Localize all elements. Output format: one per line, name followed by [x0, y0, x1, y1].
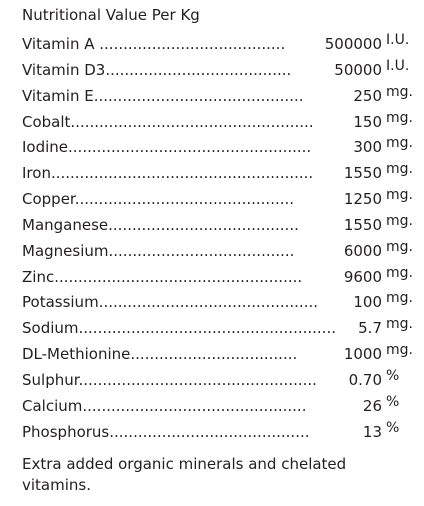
nutrient-unit: mg. — [386, 212, 413, 229]
nutrient-label: Magnesium....................................... — [22, 241, 295, 260]
nutrient-row-cobalt — [22, 109, 422, 135]
nutrient-unit: mg. — [386, 161, 413, 178]
nutrient-list — [22, 31, 422, 445]
nutrient-value: 9600 — [343, 267, 382, 286]
nutrient-row-calcium — [22, 393, 422, 419]
nutrient-unit: % — [386, 367, 400, 384]
footnote: Extra added organic minerals and chelated vitamins. — [22, 455, 347, 494]
nutrient-label: Iodine................................................... — [22, 138, 312, 157]
nutrient-label: Phosphorus.......................................... — [22, 422, 310, 441]
nutrient-row-sodium — [22, 315, 422, 341]
nutrient-unit: mg. — [386, 264, 413, 281]
nutrient-row-dl-methionine — [22, 341, 422, 367]
nutrient-row-potassium — [22, 289, 422, 315]
nutrient-label: Sodium...................................................... — [22, 319, 336, 338]
nutrient-label: Iron....................................................... — [22, 164, 314, 183]
nutrient-label: Copper.............................................. — [22, 190, 295, 209]
nutrient-value: 150 — [353, 112, 382, 131]
nutrient-label: Potassium.............................................. — [22, 293, 319, 312]
nutrient-value: 1550 — [343, 164, 382, 183]
nutrient-row-iodine — [22, 134, 422, 160]
nutrient-row-manganese — [22, 212, 422, 238]
nutrient-unit: mg. — [386, 316, 413, 333]
nutrient-value: 1550 — [343, 215, 382, 234]
nutrient-label: Vitamin E............................................ — [22, 86, 304, 105]
nutrient-label: Cobalt................................................... — [22, 112, 314, 131]
nutrient-row-phosphorus — [22, 419, 422, 445]
nutrient-unit: mg. — [386, 290, 413, 307]
nutrient-value: 250 — [353, 86, 382, 105]
nutrient-value: 1250 — [343, 190, 382, 209]
nutrient-unit: mg. — [386, 238, 413, 255]
nutrient-row-iron — [22, 160, 422, 186]
nutrient-unit: mg. — [386, 109, 413, 126]
nutrient-value: 500000 — [324, 35, 382, 53]
nutrient-value: 100 — [353, 293, 382, 312]
nutrient-value: 300 — [353, 138, 382, 157]
nutrient-label: Calcium............................................... — [22, 396, 307, 415]
nutrient-row-vitamin-e — [22, 83, 422, 109]
nutrient-value: 0.70 — [348, 370, 382, 389]
nutrient-label: DL-Methionine................................... — [22, 345, 298, 364]
nutrient-label: Zinc.................................................... — [22, 267, 303, 286]
nutrient-unit: mg. — [386, 187, 413, 204]
nutrient-value: 26 — [362, 396, 382, 415]
nutrient-value: 13 — [362, 422, 382, 441]
nutrient-row-magnesium — [22, 238, 422, 264]
nutrient-value: 5.7 — [358, 319, 382, 338]
nutrient-unit: I.U. — [386, 32, 410, 48]
nutrient-value: 50000 — [334, 60, 382, 79]
nutrient-row-vitamin-a — [22, 31, 422, 57]
panel-title: Nutritional Value Per Kg — [22, 6, 200, 24]
nutrient-value: 1000 — [343, 345, 382, 364]
nutrient-row-sulphur — [22, 367, 422, 393]
nutrient-unit: mg. — [386, 83, 413, 100]
nutrient-unit: mg. — [386, 135, 413, 152]
nutrient-label: Sulphur.................................................. — [22, 370, 317, 389]
nutrient-unit: I.U. — [386, 57, 410, 74]
nutrient-unit: mg. — [386, 342, 413, 359]
nutrient-row-vitamin-d3 — [22, 57, 422, 83]
nutrient-unit: % — [386, 419, 400, 436]
nutrient-label: Vitamin A ....................................... — [22, 35, 286, 53]
nutrient-label: Vitamin D3....................................... — [22, 60, 292, 79]
nutrient-row-zinc — [22, 264, 422, 290]
nutrient-unit: % — [386, 393, 400, 410]
nutrient-value: 6000 — [343, 241, 382, 260]
nutrient-row-copper — [22, 186, 422, 212]
nutrient-label: Manganese........................................ — [22, 215, 299, 234]
